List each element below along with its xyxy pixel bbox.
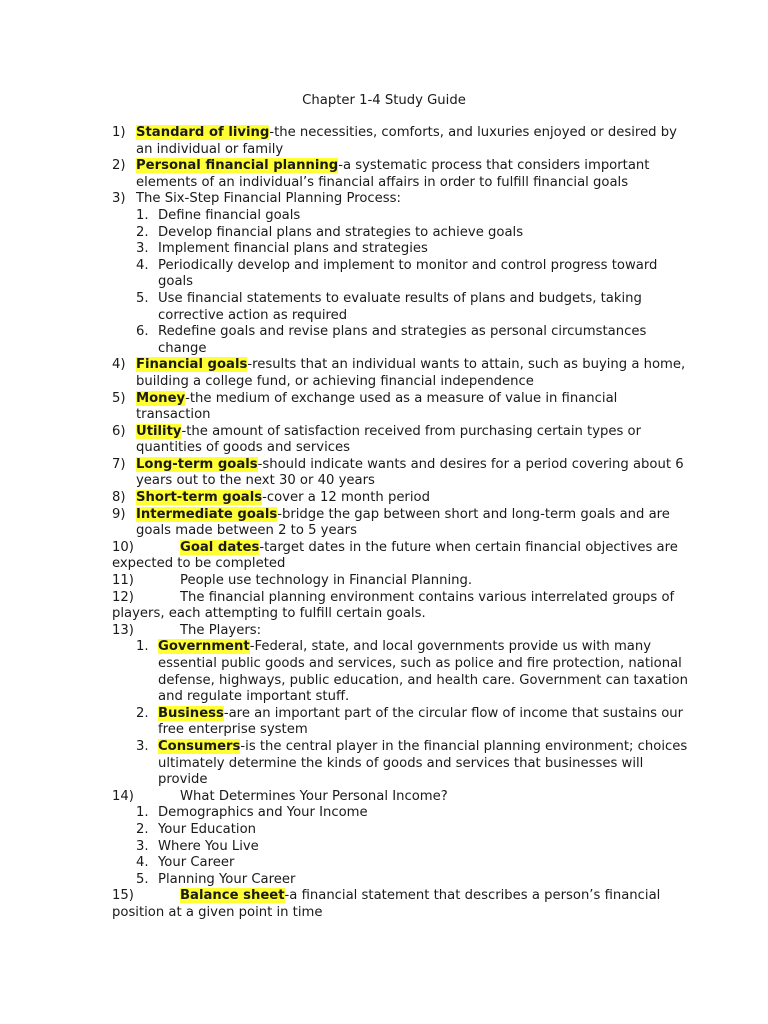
highlighted-term: Utility [136, 423, 182, 439]
list-item: 15) Balance sheet-a financial statement that describes a person’s financial position at a given point in time [112, 888, 661, 920]
list-item: 11) People use technology in Financial Planning. [112, 573, 473, 589]
sub-list-item: 3. Where You Live [136, 838, 259, 854]
list-item: 10) Goal dates-target dates in the future when certain financial objectives are expected to be completed [112, 539, 678, 572]
list-item: 2) Personal financial planning-a systematic process that considers important elements of an individual’s financial affairs in order to fulfill financial goals [112, 158, 650, 190]
sub-list-item: 2. Your Education [136, 821, 256, 837]
list-item: 9) Intermediate goals-bridge the gap between short and long-term goals and are goals made between 2 to 5 years [112, 506, 670, 539]
sub-list-item: 2. Develop financial plans and strategies to achieve goals [136, 224, 524, 240]
highlighted-term: Balance sheet [180, 888, 285, 904]
sub-list-item: 5. Use financial statements to evaluate results of plans and budgets, taking corrective action as required [136, 290, 642, 323]
document-body [112, 125, 692, 922]
highlighted-term: Personal financial planning [136, 158, 339, 174]
list-item: 3) The Six-Step Financial Planning Process: [112, 191, 401, 207]
highlighted-term: Goal dates [180, 539, 260, 555]
sub-list-item: 4. Your Career [136, 855, 235, 871]
highlighted-term: Business [158, 705, 224, 721]
sub-list-item: 4. Periodically develop and implement to monitor and control progress toward goals [136, 257, 658, 290]
list-item: 13) The Players: [112, 622, 262, 638]
highlighted-term: Standard of living [136, 125, 270, 140]
highlighted-term: Financial goals [136, 357, 248, 373]
list-item: 14) What Determines Your Personal Income? [112, 788, 448, 804]
list-item: 6) Utility-the amount of satisfaction received from purchasing certain types or quantities of goods and services [112, 423, 642, 456]
sub-list-item: 3. Implement financial plans and strategies [136, 241, 428, 257]
highlighted-term: Intermediate goals [136, 506, 278, 522]
list-item: 1) Standard of living-the necessities, comforts, and luxuries enjoyed or desired by an individual or family [112, 125, 677, 157]
sub-list-item: 1. Government-Federal, state, and local governments provide us with many essential public goods and services, such as police and fire protection, national defense, highways, public education, and health care. Government can taxation and regulate important stuff. [136, 639, 688, 705]
sub-list-item: 1. Define financial goals [136, 207, 301, 223]
list-item: 8) Short-term goals-cover a 12 month period [112, 490, 430, 506]
list-item: 4) Financial goals-results that an individual wants to attain, such as buying a home, building a college fund, or achieving financial independence [112, 357, 686, 389]
sub-list-item: 6. Redefine goals and revise plans and strategies as personal circumstances change [136, 324, 647, 356]
list-item: 12) The financial planning environment contains various interrelated groups of players, each attempting to fulfill certain goals. [112, 589, 675, 622]
sub-list-item: 5. Planning Your Career [136, 871, 296, 887]
highlighted-term: Money [136, 390, 186, 406]
list-item: 7) Long-term goals-should indicate wants and desires for a period covering about 6 years out to the next 30 or 40 years [112, 456, 684, 489]
sub-list-item: 2. Business-are an important part of the circular flow of income that sustains our free enterprise system [136, 705, 684, 738]
sub-list-item: 3. Consumers-is the central player in the financial planning environment; choices ultimately determine the kinds of goods and services that businesses will provide [136, 738, 688, 788]
sub-list-item: 1. Demographics and Your Income [136, 805, 368, 821]
highlighted-term: Short-term goals [136, 490, 263, 506]
highlighted-term: Government [158, 639, 250, 655]
list-item: 5) Money-the medium of exchange used as a measure of value in financial transaction [112, 390, 618, 423]
highlighted-term: Long-term goals [136, 456, 258, 472]
highlighted-term: Consumers [158, 738, 241, 754]
document-title: Chapter 1-4 Study Guide [302, 93, 466, 108]
